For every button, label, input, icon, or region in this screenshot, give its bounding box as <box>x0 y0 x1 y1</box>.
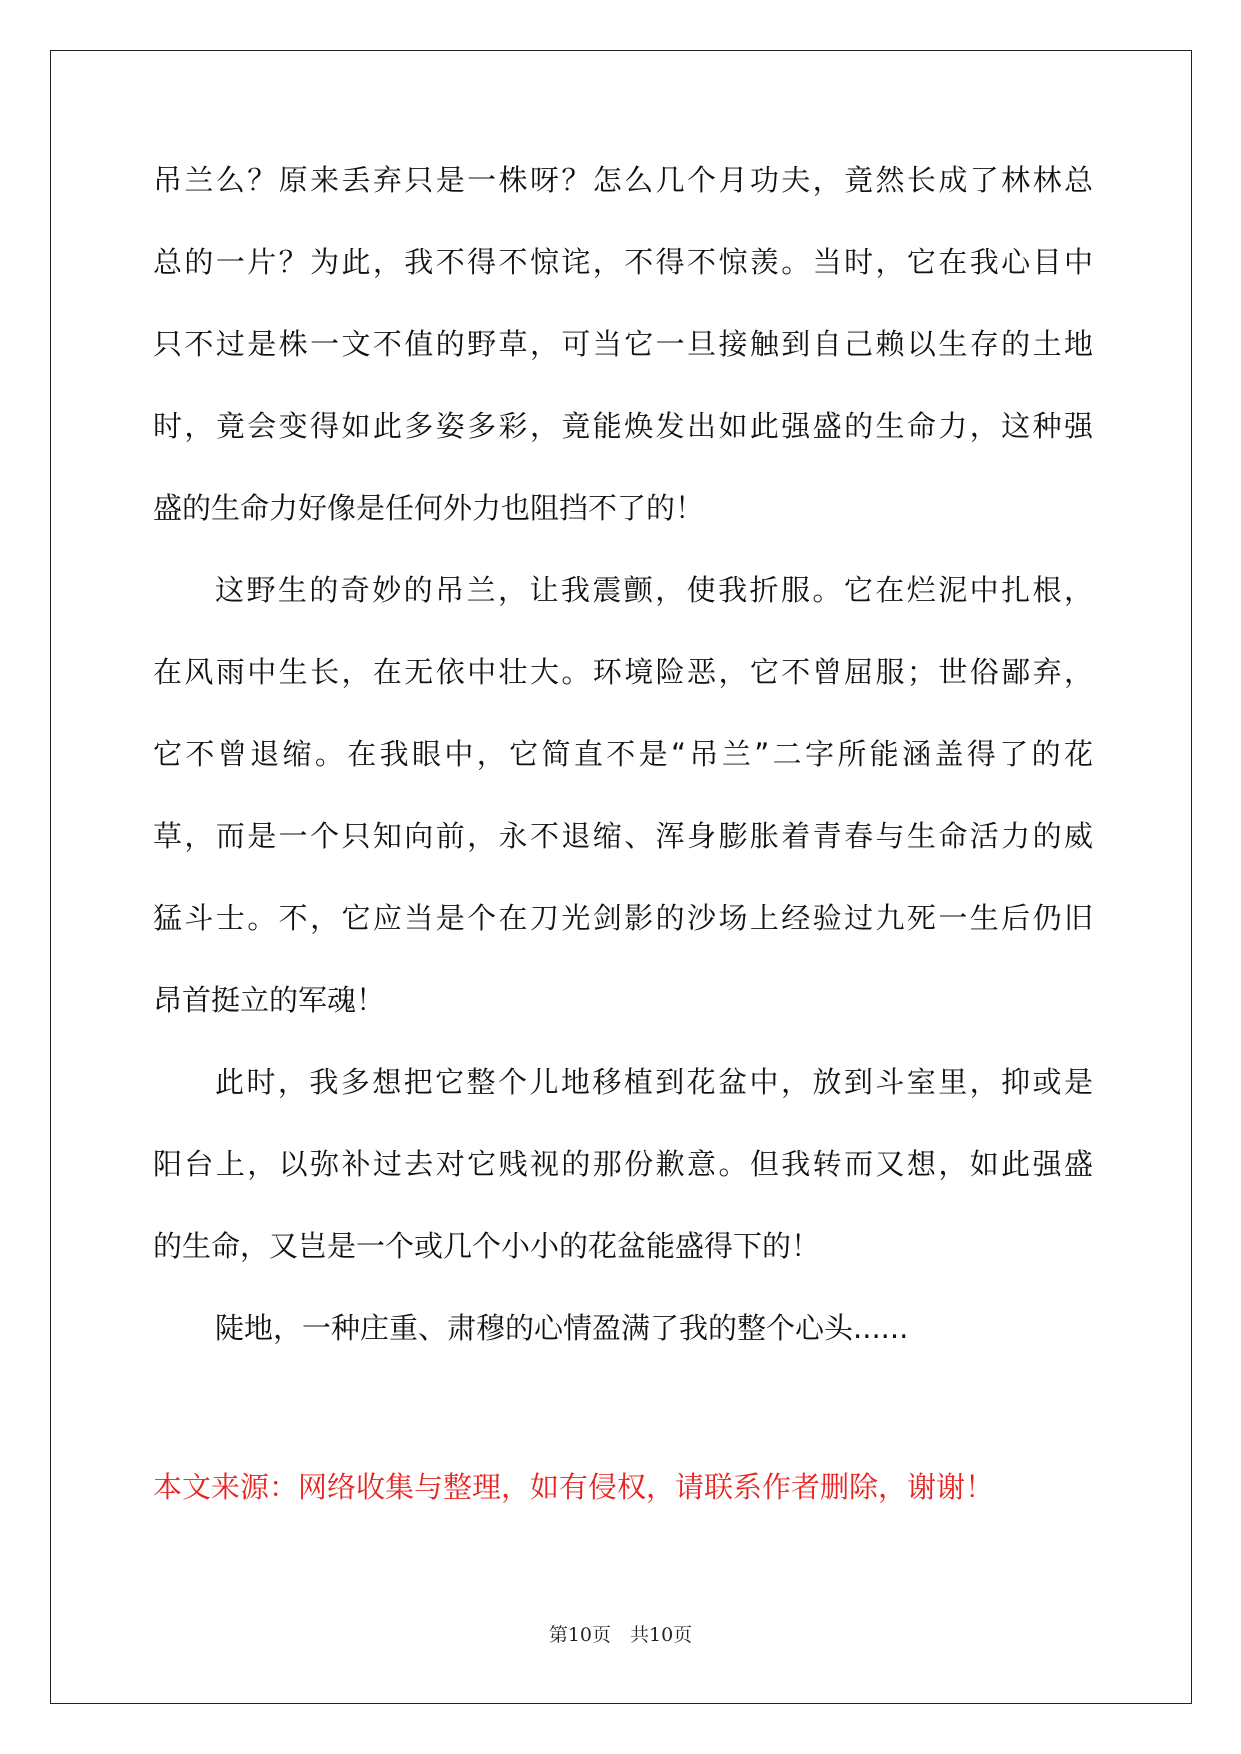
text-line <box>153 729 1093 811</box>
text-line <box>153 401 1093 483</box>
text-line <box>153 893 1093 975</box>
text-line-content: 盛的生命力好像是任何外力也阻挡不了的！ <box>153 491 705 525</box>
text-line-content: 此时，我多想把它整个儿地移植到花盆中，放到斗室里，抑或是 <box>215 1065 1093 1099</box>
text-line <box>153 1303 1093 1385</box>
text-line <box>153 155 1093 237</box>
text-line-content: 阳台上，以弥补过去对它贱视的那份歉意。但我转而又想，如此强盛 <box>153 1147 1093 1181</box>
text-line-content: 只不过是株一文不值的野草，可当它一旦接触到自己赖以生存的土地 <box>153 327 1093 361</box>
text-line-content: 它不曾退缩。在我眼中，它简直不是“吊兰”二字所能涵盖得了的花 <box>153 737 1093 771</box>
text-line <box>153 565 1093 647</box>
text-line-content: 草，而是一个只知向前，永不退缩、浑身膨胀着青春与生命活力的威 <box>153 819 1093 853</box>
text-line <box>153 483 1093 565</box>
text-line-content: 在风雨中生长，在无依中壮大。环境险恶，它不曾屈服；世俗鄙弃， <box>153 655 1093 689</box>
text-line-content: 陡地，一种庄重、肃穆的心情盈满了我的整个心头...... <box>215 1311 909 1345</box>
text-line-content: 吊兰么？原来丢弃只是一株呀？怎么几个月功夫，竟然长成了林林总 <box>153 163 1093 197</box>
source-note: 本文来源：网络收集与整理，如有侵权，请联系作者删除，谢谢！ <box>153 1470 995 1504</box>
text-line <box>153 237 1093 319</box>
text-line-content: 总的一片？为此，我不得不惊诧，不得不惊羡。当时，它在我心目中 <box>153 245 1093 279</box>
text-line-content: 这野生的奇妙的吊兰，让我震颤，使我折服。它在烂泥中扎根， <box>215 573 1093 607</box>
text-line-content: 猛斗士。不，它应当是个在刀光剑影的沙场上经验过九死一生后仍旧 <box>153 901 1093 935</box>
text-line <box>153 647 1093 729</box>
text-line <box>153 1057 1093 1139</box>
text-line <box>153 811 1093 893</box>
text-line <box>153 1139 1093 1221</box>
page-number-footer: 第10页 共10页 <box>548 1624 693 1646</box>
document-body <box>153 155 1093 1385</box>
text-line <box>153 1221 1093 1303</box>
text-line-content: 的生命，又岂是一个或几个小小的花盆能盛得下的！ <box>153 1229 821 1263</box>
text-line <box>153 319 1093 401</box>
text-line <box>153 975 1093 1057</box>
text-line-content: 昂首挺立的军魂！ <box>153 983 386 1017</box>
text-line-content: 时，竟会变得如此多姿多彩，竟能焕发出如此强盛的生命力，这种强 <box>153 409 1093 443</box>
